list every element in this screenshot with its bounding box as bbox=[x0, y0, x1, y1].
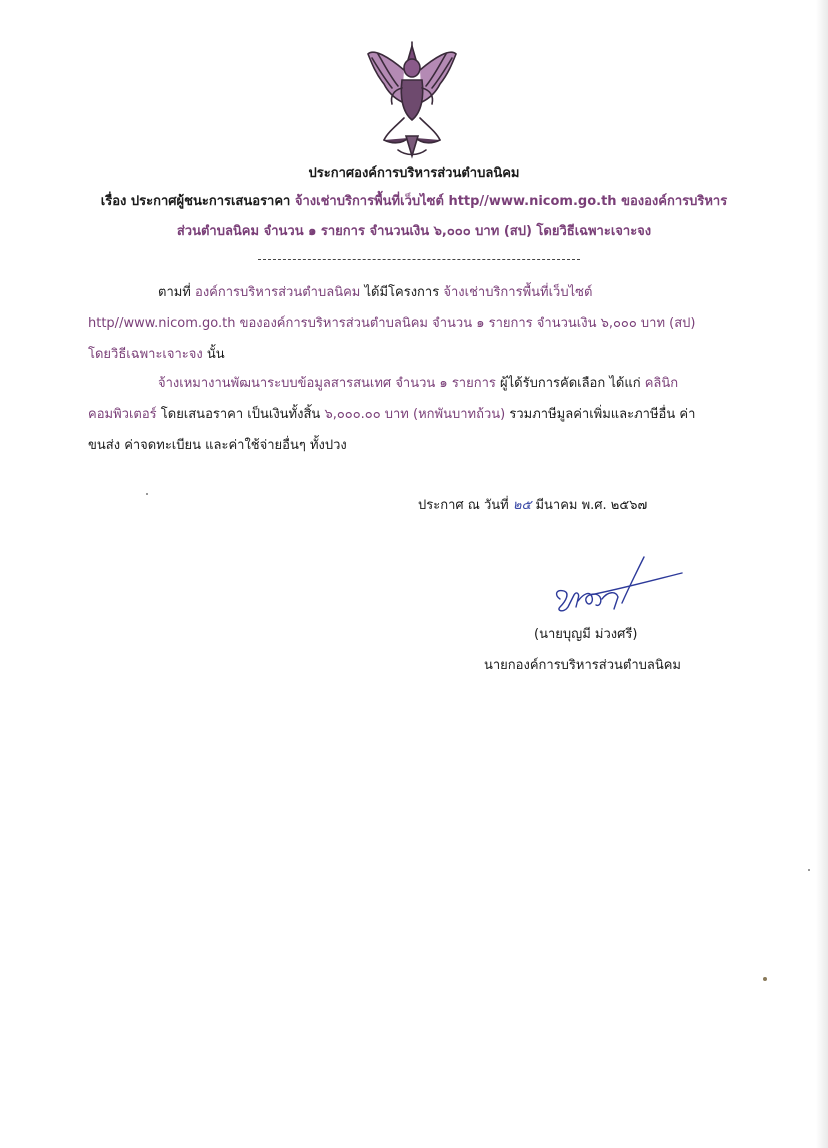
p1-org-name: องค์การบริหารส่วนตำบลนิคม bbox=[195, 285, 361, 300]
subject-line-2: ส่วนตำบลนิคม จำนวน ๑ รายการ จำนวนเงิน ๖,๐๐๐ บาท (สป) โดยวิธีเฉพาะเจาะจง bbox=[176, 224, 652, 239]
date-day: ๒๕ bbox=[512, 498, 532, 513]
signer-name: (นายบุญมี ม่วงศรี) bbox=[534, 627, 638, 642]
p1-project-name: จ้างเช่าบริการพื้นที่เว็บไซต์ bbox=[443, 285, 593, 300]
p2-offer: โดยเสนอราคา เป็นเงินทั้งสิ้น bbox=[160, 407, 321, 422]
subject-line-1 bbox=[0, 193, 828, 211]
paragraph-1-line-1 bbox=[158, 284, 592, 302]
paragraph-2-line-1 bbox=[158, 375, 678, 393]
p2-vendor-b: คอมพิวเตอร์ bbox=[88, 407, 157, 422]
subject-prefix: เรื่อง ประกาศผู้ชนะการเสนอราคา bbox=[100, 194, 291, 209]
scan-speck bbox=[808, 869, 810, 871]
announcement-title: ประกาศองค์การบริหารส่วนตำบลนิคม bbox=[308, 166, 520, 181]
p2-vendor-a: คลินิก bbox=[644, 376, 679, 391]
announcement-date bbox=[418, 497, 647, 515]
paragraph-2-line-3: ขนส่ง ค่าจดทะเบียน และค่าใช้จ่ายอื่นๆ ทั้งปวง bbox=[88, 438, 347, 453]
p2-amount: ๖,๐๐๐.๐๐ บาท (หกพันบาทถ้วน) bbox=[324, 407, 506, 422]
p2-job: จ้างเหมางานพัฒนาระบบข้อมูลสารสนเทศ จำนวน ๑ รายการ bbox=[158, 376, 496, 391]
paragraph-1-line-3 bbox=[88, 346, 225, 364]
paragraph-1-line-2: http//www.nicom.go.th ขององค์การบริหารส่วนตำบลนิคม จำนวน ๑ รายการ จำนวนเงิน ๖,๐๐๐ บาท (สป) bbox=[88, 316, 696, 331]
p1-text-a: ตามที่ bbox=[158, 285, 191, 300]
p1-end: นั้น bbox=[206, 347, 225, 362]
p2-selected: ผู้ได้รับการคัดเลือก ได้แก่ bbox=[500, 376, 641, 391]
scan-speck bbox=[763, 977, 767, 981]
garuda-emblem-icon bbox=[362, 40, 462, 162]
subject-text: จ้างเช่าบริการพื้นที่เว็บไซต์ http//www.nicom.go.th ขององค์การบริหาร bbox=[294, 194, 728, 209]
paragraph-2-line-2 bbox=[88, 406, 695, 424]
divider-rule bbox=[258, 259, 580, 260]
page-edge-shadow bbox=[816, 0, 828, 1148]
date-month-year: มีนาคม พ.ศ. ๒๕๖๗ bbox=[535, 498, 648, 513]
scan-speck bbox=[146, 493, 148, 495]
signer-position: นายกองค์การบริหารส่วนตำบลนิคม bbox=[484, 658, 681, 673]
handwritten-signature bbox=[530, 555, 700, 625]
p1-text-c: ได้มีโครงการ bbox=[364, 285, 440, 300]
date-prefix: ประกาศ ณ วันที่ bbox=[418, 498, 509, 513]
p1-method: โดยวิธีเฉพาะเจาะจง bbox=[88, 347, 203, 362]
p2-tax: รวมภาษีมูลค่าเพิ่มและภาษีอื่น ค่า bbox=[509, 407, 696, 422]
